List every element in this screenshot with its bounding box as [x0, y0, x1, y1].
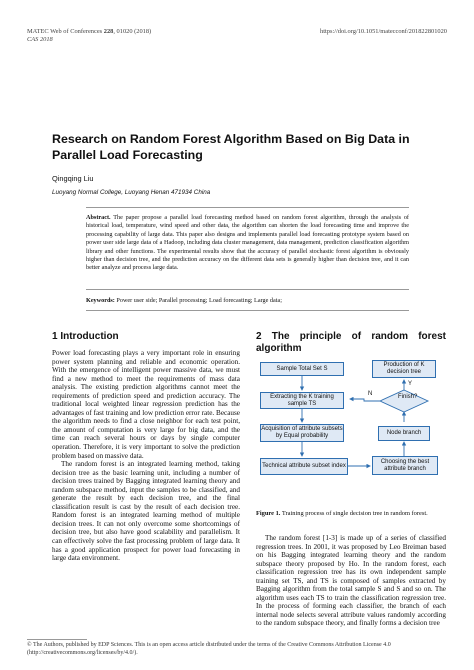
author-name: Qingqing Liu [52, 174, 94, 183]
section-2-heading: 2 The principle of random forest algorithm [256, 331, 446, 354]
keywords-bottom-rule [86, 310, 409, 311]
yes-label: Y [408, 381, 413, 387]
affiliation: Luoyang Normal College, Luoyang Henan 471934 China [52, 189, 211, 196]
keywords-text: Power user side; Parallel processing; Load forecasting; Large data; [114, 297, 282, 304]
license-footer: © The Authors, published by EDP Sciences. This is an open access article distributed under the terms of the Creative Commons Attribution License 4.0 (http://creativecommons.org/licenses/by/4.0/). [27, 642, 391, 656]
footer-rule [27, 639, 87, 640]
keywords [86, 297, 409, 305]
figure-1-caption [256, 510, 446, 518]
abstract-top-rule [86, 207, 409, 208]
abstract-bottom-rule [86, 289, 409, 290]
arrow-finish-no-loop [350, 399, 382, 401]
conference-tag: CAS 2018 [27, 36, 53, 43]
running-header-right [320, 28, 447, 36]
abstract-label: Abstract. [86, 214, 111, 221]
finish-label: Finish? [398, 394, 418, 400]
journal-name: MATEC Web of Conferences [27, 28, 103, 35]
abstract-text: The paper propose a parallel load forecasting method based on random forest algorithm, through the analysis of historical load, temperature, wind speed and other data, the algorithm can shorten the load forecasting time and improve the processing capability of large data. This paper also designs and implements parallel load forecasting prototype system based on power user side large data of a Hadoop, including data cluster management, data management, prediction classification algorithm library and other functions. The experimental results show that the accuracy of parallel stochastic forest algorithm is obviously higher than decision tree, and the prediction accuracy on the different data sets is generally higher than decision tree, and it can better analyze and process large data. [86, 214, 409, 272]
running-header-left [27, 28, 151, 44]
volume-number: 228 [103, 28, 114, 35]
box-sample-total-set: Sample Total Set S [260, 362, 344, 376]
figure-1-text: Training process of single decision tree in random forest. [280, 510, 428, 517]
principle-paragraph-1: The random forest [1-3] is made up of a series of classified regression trees. In 2001, it was proposed by Leo Breiman based on his Bagging integrated learning theory and the random subspace theory proposed by Ho. In the random forest, each classification regression tree has its own independent sample training set TS, and TS is composed of samples extracted by Bagging algorithm from the total sample S and S and so on. The algorithm uses each TS to train the classification regression tree. In the process of forming each classifier, the branch of each internal node selects several attribute values randomly according to the random subspace theory, and finally forms a decision tree [256, 534, 446, 628]
box-choosing-best-attribute: Choosing the best attribute branch [372, 456, 438, 475]
intro-paragraph-2: The random forest is an integrated learning method, taking decision tree as the basic learning unit, including a number of decision trees trained by Bagging integrated learning theory and random subspace method, input the samples to be classified, and generate the result by each decision tree, and the final classification result is cast by the result of each decision tree. Random forest is an integrated learning method of multiple decision trees. It can not only overcome some shortcomings of decision tree, but also have good scalability and parallelism. It can effectively solve the fast processing problem of large data. It has a good application prospect for power load forecasting in large data environment. [52, 460, 240, 563]
box-acquisition-attribute-subsets: Acquisition of attribute subsets by Equal probability [260, 424, 344, 442]
no-label: N [368, 391, 373, 397]
flowchart-figure [256, 356, 446, 506]
keywords-label: Keywords: [86, 297, 115, 304]
figure-1-label: Figure 1. [256, 510, 281, 517]
right-column-text [256, 534, 446, 628]
left-column [52, 349, 240, 563]
box-node-branch: Node branch [378, 426, 430, 441]
section-1-heading: 1 Introduction [52, 331, 119, 342]
box-extracting-training-sample: Extracting the K training sample TS [260, 392, 344, 409]
box-production-decision-tree: Production of K decision tree [372, 360, 436, 378]
article-number: , 01020 (2018) [113, 28, 152, 35]
paper-title: Research on Random Forest Algorithm Based on Big Data in Parallel Load Forecasting [52, 132, 410, 162]
box-technical-attribute-subset: Technical attribute subset index [260, 458, 348, 475]
intro-paragraph-1: Power load forecasting plays a very important role in ensuring power system planning and reliable and economic operation. With the emergence of intelligent power massive data, we must find a new method to meet the requirements of mass data analysis. The existing prediction algorithms cannot meet the requirements of prediction speed and prediction accuracy. The traditional local weighted linear regression prediction has the advantages of fast training and low prediction error rate. Because the algorithm needs to find a close neighbor for each test point, the amount of computation is very large for big data, and the time can reach several hours or days by single computer operation. Therefore, it is very important to solve the prediction problem based on massive data. [52, 349, 240, 460]
abstract [86, 214, 409, 273]
doi-link[interactable]: https://doi.org/10.1051/matecconf/201822801020 [320, 28, 447, 35]
